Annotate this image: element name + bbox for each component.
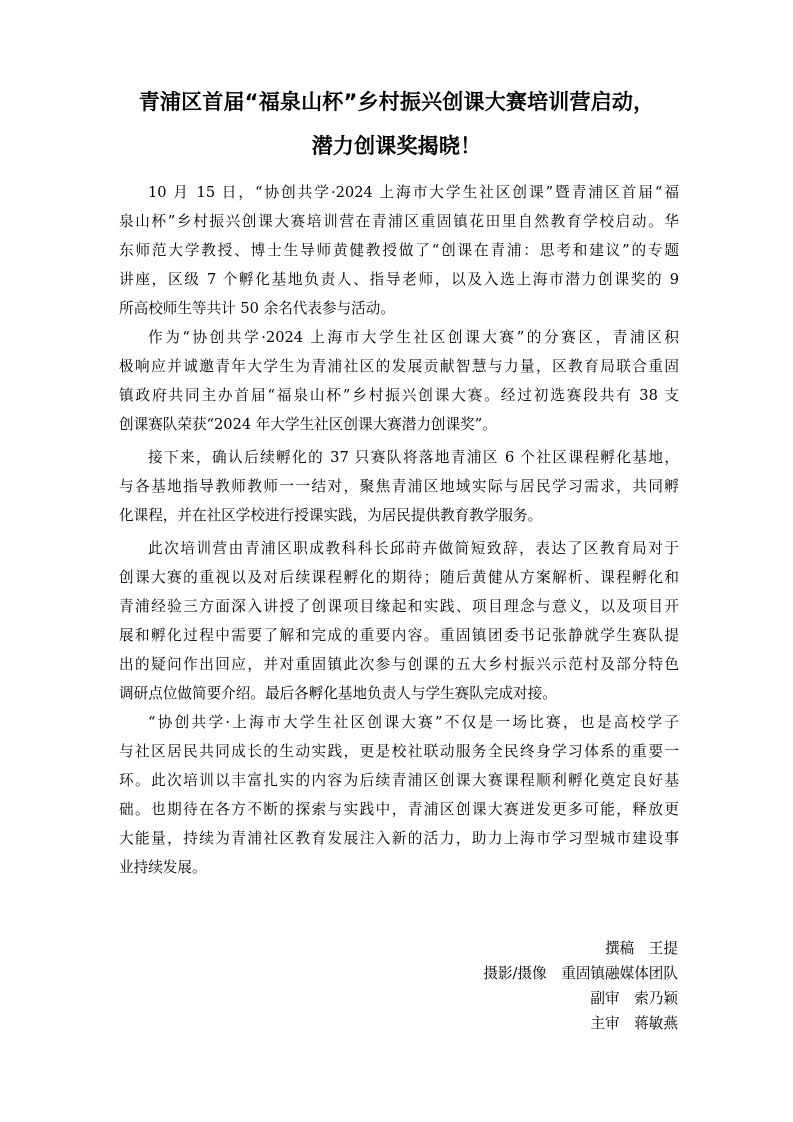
paragraph-3-line: 接下来，确认后续孵化的 37 只赛队将落地青浦区 6 个社区课程孵化基地， bbox=[148, 449, 679, 466]
credit-writer: 撰稿 王提 bbox=[605, 940, 678, 957]
credit-deputy-reviewer: 副审 索乃颖 bbox=[590, 990, 678, 1007]
paragraph-2-line: 创课赛队荣获“2024 年大学生社区创课大赛潜力创课奖”。 bbox=[119, 416, 497, 433]
credit-chief-reviewer: 主审 蒋敏燕 bbox=[590, 1015, 678, 1032]
paragraph-3-line: 化课程，并在社区学校进行授课实践，为居民提供教育教学服务。 bbox=[119, 507, 543, 524]
paragraph-1-line: 泉山杯”乡村振兴创课大赛培训营在青浦区重固镇花田里自然教育学校启动。华 bbox=[119, 213, 679, 230]
paragraph-1-line: 10 月 15 日，“协创共学·2024 上海市大学生社区创课”暨青浦区首届“福 bbox=[148, 184, 679, 201]
paragraph-5-line: 业持续发展。 bbox=[119, 859, 207, 876]
article-body bbox=[119, 178, 679, 882]
paragraph-1-line: 讲座，区级 7 个孵化基地负责人、指导老师，以及入选上海市潜力创课奖的 9 bbox=[119, 271, 679, 288]
paragraph-5-line: 大能量，持续为青浦社区教育发展注入新的活力，助力上海市学习型城市建设事 bbox=[119, 830, 679, 847]
paragraph-4-line: 调研点位做简要介绍。最后各孵化基地负责人与学生赛队完成对接。 bbox=[119, 685, 557, 702]
paragraph-5-line: 与社区居民共同成长的生动实践，更是校社联动服务全民终身学习体系的重要一 bbox=[119, 743, 679, 760]
paragraph-5-line: “协创共学·上海市大学生社区创课大赛”不仅是一场比赛，也是高校学子 bbox=[148, 714, 679, 731]
paragraph-1-line: 东师范大学教授、博士生导师黄健教授做了“创课在青浦：思考和建议”的专题 bbox=[119, 242, 679, 259]
paragraph-2-line: 镇政府共同主办首届“福泉山杯”乡村振兴创课大赛。经过初选赛段共有 38 支 bbox=[119, 387, 679, 404]
paragraph-4-line: 此次培训营由青浦区职成教科科长邱莳卉做简短致辞，表达了区教育局对于 bbox=[148, 540, 679, 557]
paragraph-5-line: 环。此次培训以丰富扎实的内容为后续青浦区创课大赛课程顺利孵化奠定良好基 bbox=[119, 772, 679, 789]
paragraph-1-line: 所高校师生等共计 50 余名代表参与活动。 bbox=[119, 300, 395, 317]
credits-block bbox=[420, 936, 678, 1036]
paragraph-5-line: 础。也期待在各方不断的探索与实践中，青浦区创课大赛迸发更多可能，释放更 bbox=[119, 801, 679, 818]
article-title-line-2: 潜力创课奖揭晓！ bbox=[311, 134, 482, 158]
paragraph-4-line: 青浦经验三方面深入讲授了创课项目缘起和实践、项目理念与意义，以及项目开 bbox=[119, 598, 679, 615]
paragraph-2-line: 作为“协创共学·2024 上海市大学生社区创课大赛”的分赛区，青浦区积 bbox=[148, 329, 679, 346]
paragraph-3-line: 与各基地指导教师教师一一结对，聚焦青浦区地域实际与居民学习需求，共同孵 bbox=[119, 478, 679, 495]
paragraph-2-line: 极响应并诚邀青年大学生为青浦社区的发展贡献智慧与力量，区教育局联合重固 bbox=[119, 358, 679, 375]
credit-photography: 摄影/摄像 重固镇融媒体团队 bbox=[483, 965, 678, 982]
paragraph-4-line: 出的疑问作出回应，并对重固镇此次参与创课的五大乡村振兴示范村及部分特色 bbox=[119, 656, 679, 673]
article-title-line-1: 青浦区首届“福泉山杯”乡村振兴创课大赛培训营启动， bbox=[138, 90, 655, 114]
paragraph-4-line: 展和孵化过程中需要了解和完成的重要内容。重固镇团委书记张静就学生赛队提 bbox=[119, 627, 679, 644]
paragraph-4-line: 创课大赛的重视以及对后续课程孵化的期待；随后黄健从方案解析、课程孵化和 bbox=[119, 569, 679, 586]
